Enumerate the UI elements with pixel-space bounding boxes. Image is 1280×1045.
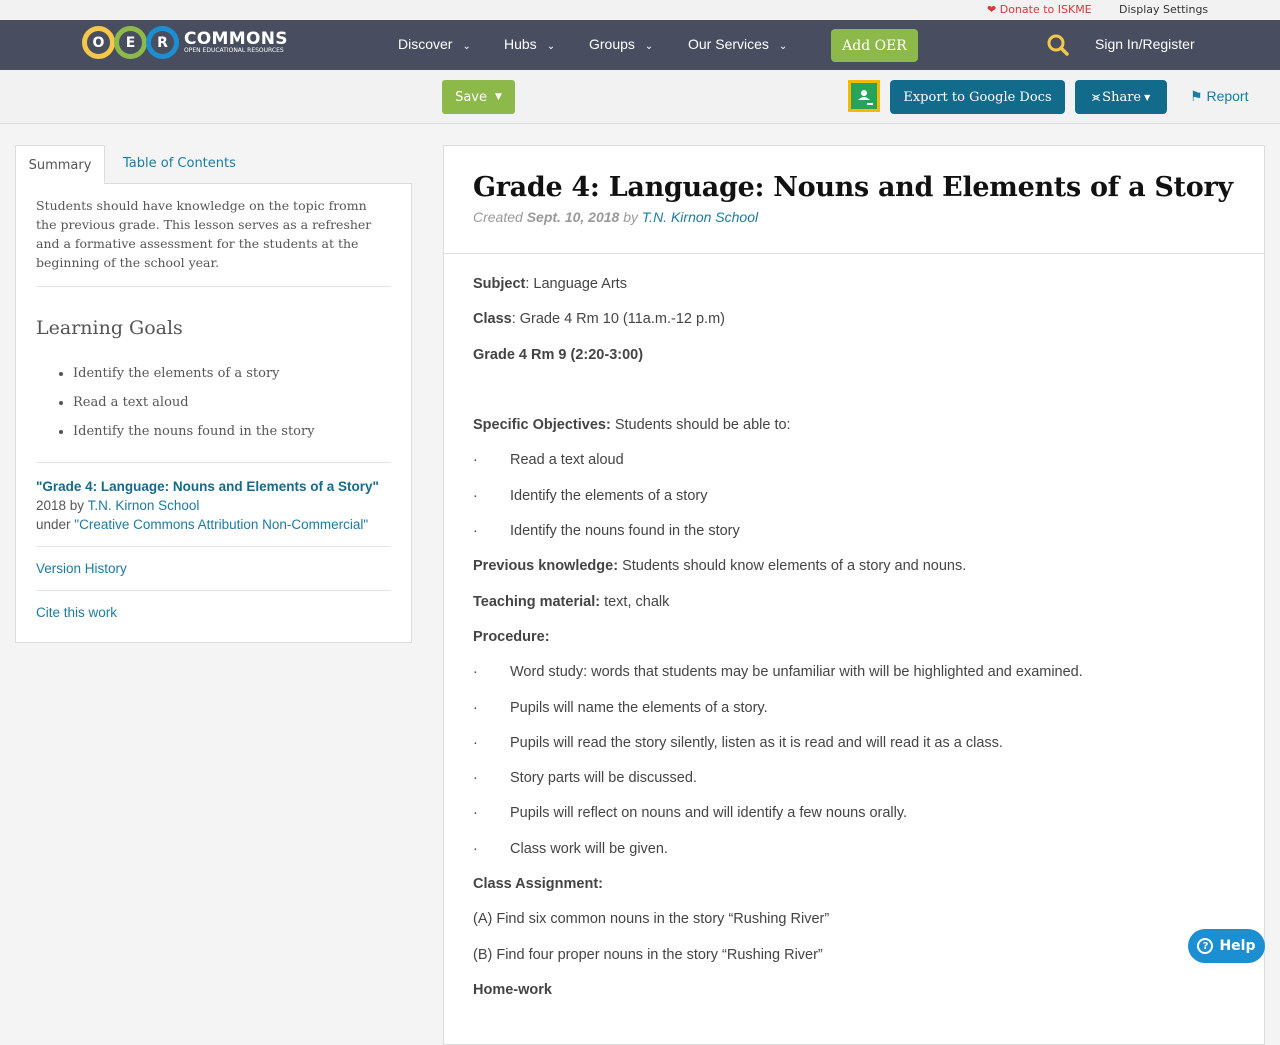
bullet-item: [473, 450, 1235, 485]
bullet-text: Class work will be given.: [510, 840, 668, 857]
share-icon: ⪤: [1091, 89, 1101, 105]
bullet-marker: ·: [473, 840, 478, 857]
export-google-docs-button[interactable]: Export to Google Docs: [890, 80, 1065, 114]
nav-our-services[interactable]: [688, 36, 787, 52]
line-label: Class Assignment:: [473, 876, 603, 893]
list-item: • Identify the elements of a story: [73, 359, 391, 388]
save-button[interactable]: [442, 80, 515, 114]
license-link[interactable]: "Creative Commons Attribution Non-Commercial": [74, 517, 369, 532]
chevron-down-icon: ⌄: [546, 41, 556, 52]
bullet-marker: ·: [473, 699, 478, 716]
question-icon: ?: [1197, 938, 1213, 954]
learning-goals-list: [36, 359, 391, 463]
bullet-text: Identify the elements of a story: [510, 487, 708, 504]
logo-ring-e: E: [114, 26, 147, 59]
chevron-down-icon: ⌄: [644, 41, 654, 52]
main-nav: [0, 20, 1280, 70]
lesson-body: [444, 254, 1264, 1035]
report-label: Report: [1206, 88, 1249, 104]
share-button[interactable]: [1075, 80, 1167, 114]
caret-down-icon: ▼: [1144, 92, 1151, 102]
chevron-down-icon: ⌄: [462, 41, 471, 52]
bullet-marker: ·: [473, 452, 478, 469]
bullet-text: Identify the nouns found in the story: [510, 523, 740, 540]
google-classroom-icon[interactable]: [848, 80, 880, 112]
chevron-down-icon: ⌄: [778, 41, 788, 52]
attribution-title-link[interactable]: "Grade 4: Language: Nouns and Elements of a Story": [36, 479, 379, 494]
resource-toolbar: [0, 70, 1280, 124]
list-item: • Identify the nouns found in the story: [73, 417, 391, 446]
line-text: Students should know elements of a story and nouns.: [618, 558, 967, 575]
logo-ring-r: R: [146, 26, 179, 59]
bullet-item: [473, 733, 1235, 768]
attribution-author-link[interactable]: T.N. Kirnon School: [87, 498, 200, 513]
content-line: [473, 874, 1235, 909]
add-oer-button[interactable]: Add OER: [831, 29, 918, 62]
donate-link[interactable]: ❤ Donate to ISKME: [987, 3, 1092, 16]
bullet-marker: ·: [473, 770, 478, 787]
line-text: text, chalk: [600, 593, 670, 610]
line-text: (B) Find four proper nouns in the story “Rushing River”: [473, 946, 823, 963]
help-label: Help: [1219, 938, 1256, 954]
line-text: (A) Find six common nouns in the story “Rushing River”: [473, 911, 830, 928]
line-text: Students should be able to:: [610, 417, 791, 434]
bullet-marker: ·: [473, 664, 478, 681]
display-settings-link[interactable]: Display Settings: [1119, 3, 1209, 16]
nav-hubs[interactable]: [504, 36, 555, 52]
bullet-marker: ·: [473, 487, 478, 504]
bullet-item: [473, 521, 1235, 556]
summary-sidebar: [15, 145, 412, 643]
flag-icon: ⚑: [1190, 88, 1203, 104]
line-label: Home-work: [473, 981, 552, 998]
line-label: Class: [473, 311, 512, 328]
bullet-text: Read a text aloud: [510, 452, 624, 469]
content-line: [473, 556, 1235, 591]
sign-in-link[interactable]: Sign In/Register: [1095, 36, 1195, 52]
content-line: [473, 592, 1235, 627]
bullet-item: [473, 486, 1235, 521]
created-date: Sept. 10, 2018: [526, 209, 620, 225]
save-label: Save: [455, 89, 487, 105]
bullet-marker: ·: [473, 734, 478, 751]
tab-summary[interactable]: Summary: [15, 145, 105, 184]
bullet-item: [473, 803, 1235, 838]
page-title: Grade 4: Language: Nouns and Elements of a Story: [473, 172, 1233, 203]
tab-table-of-contents[interactable]: Table of Contents: [123, 156, 236, 171]
bullet-text: Pupils will name the elements of a story.: [510, 699, 768, 716]
line-label: Grade 4 Rm 9 (2:20-3:00): [473, 346, 644, 363]
nav-label: Discover: [398, 36, 453, 52]
line-label: Subject: [473, 276, 526, 292]
content-line: [473, 945, 1235, 980]
attribution: [36, 463, 391, 547]
author-link[interactable]: T.N. Kirnon School: [641, 209, 759, 225]
attribution-under: under: [36, 517, 75, 532]
bullet-marker: ·: [473, 805, 478, 822]
resource-content: [443, 145, 1265, 1045]
line-text: : Language Arts: [525, 276, 627, 292]
content-line: [473, 274, 1235, 309]
bullet-text: Pupils will reflect on nouns and will identify a few nouns orally.: [510, 805, 908, 822]
content-line: [473, 309, 1235, 344]
caret-down-icon: ▼: [495, 92, 502, 102]
created-label: Created: [473, 209, 527, 225]
content-line: [473, 909, 1235, 944]
search-icon[interactable]: [1046, 33, 1070, 61]
created-meta: [473, 209, 1235, 225]
line-label: Teaching material:: [473, 593, 601, 610]
line-label: Specific Objectives:: [473, 417, 611, 434]
content-line: [473, 627, 1235, 662]
logo-ring-o: O: [82, 26, 115, 59]
bullet-item: [473, 768, 1235, 803]
summary-text: Students should have knowledge on the topic fromn the previous grade. This lesson serves as a refresher and a formative assessment for the students at the beginning of the school year.: [36, 196, 391, 287]
bullet-item: [473, 839, 1235, 874]
help-button[interactable]: [1188, 929, 1265, 963]
nav-discover[interactable]: [398, 36, 471, 52]
nav-label: Hubs: [504, 36, 537, 52]
learning-goals-heading: Learning Goals: [36, 317, 183, 339]
content-line: [473, 415, 1235, 450]
nav-label: Groups: [589, 36, 635, 52]
logo-title: COMMONS: [184, 29, 288, 49]
cite-this-work-link[interactable]: Cite this work: [36, 605, 118, 620]
line-text: : Grade 4 Rm 10 (11a.m.-12 p.m): [511, 311, 725, 328]
bullet-marker: ·: [473, 523, 478, 540]
oer-commons-logo[interactable]: [82, 26, 288, 59]
donate-label: Donate to ISKME: [999, 3, 1092, 16]
bullet-text: Word study: words that students may be unfamiliar with will be highlighted and examined.: [510, 664, 1083, 681]
attribution-year: 2018 by: [36, 498, 88, 513]
bullet-text: Pupils will read the story silently, listen as it is read and will read it as a class.: [510, 734, 1003, 751]
line-label: Procedure:: [473, 628, 550, 645]
share-label: Share: [1102, 89, 1142, 105]
content-line: [473, 345, 1235, 380]
line-label: Previous knowledge:: [473, 558, 619, 575]
bullet-item: [473, 698, 1235, 733]
nav-groups[interactable]: [589, 36, 653, 52]
bullet-text: Story parts will be discussed.: [510, 770, 697, 787]
utility-bar: [0, 0, 1280, 20]
content-line: [473, 380, 1235, 415]
report-link[interactable]: [1190, 88, 1248, 105]
bullet-item: [473, 662, 1235, 697]
list-item: • Read a text aloud: [73, 388, 391, 417]
by-label: by: [619, 209, 642, 225]
version-history-link[interactable]: Version History: [36, 561, 127, 576]
content-line: [473, 980, 1235, 1015]
logo-subtitle: OPEN EDUCATIONAL RESOURCES: [184, 47, 284, 54]
nav-label: Our Services: [688, 36, 769, 52]
